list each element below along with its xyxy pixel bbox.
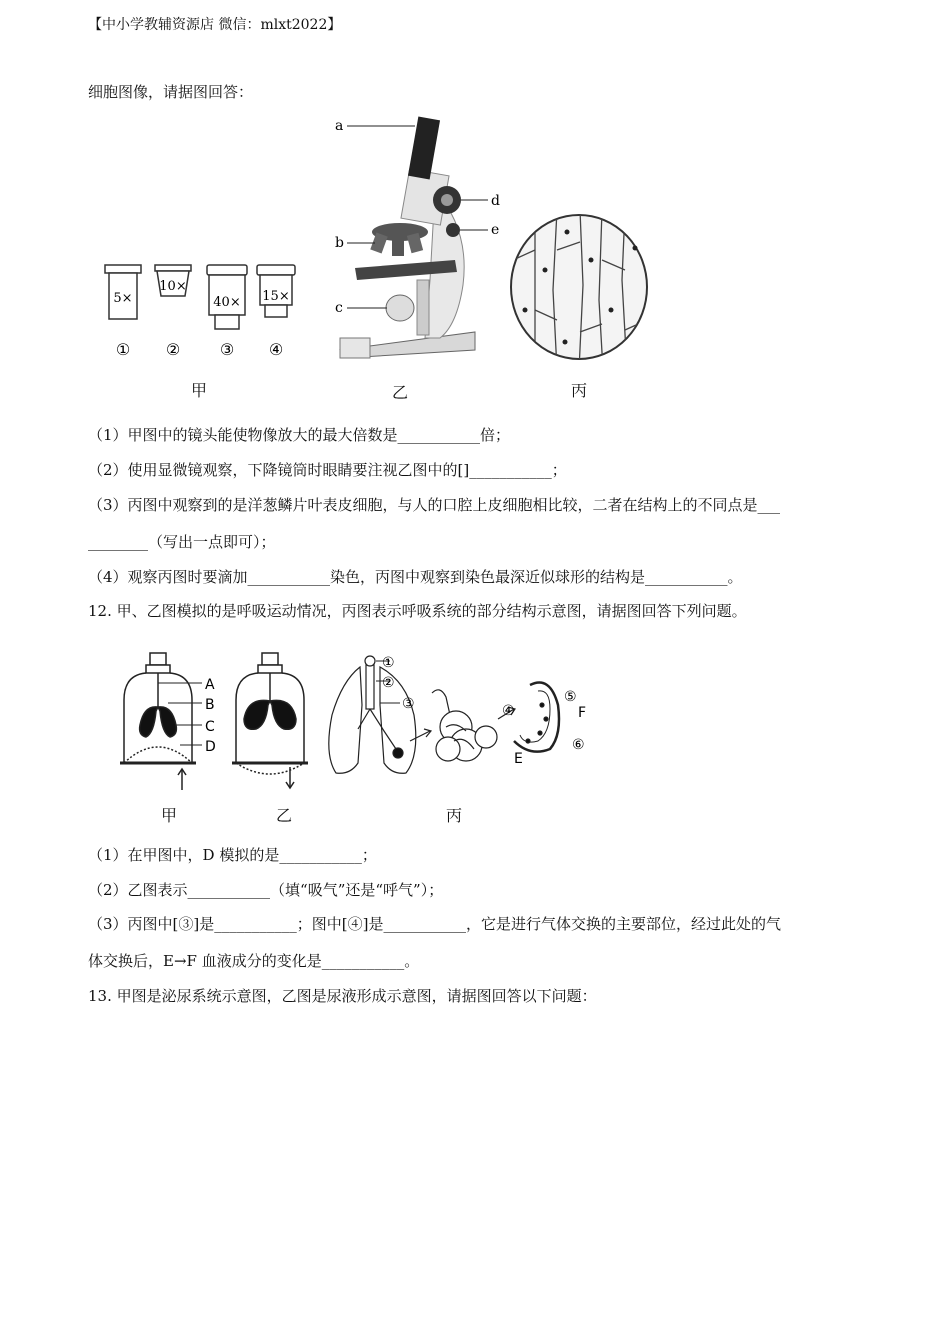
lens-4 [257,265,295,359]
intro-text: 细胞图像，请据图回答： [88,83,254,101]
num-5: ⑤ [564,689,577,705]
jar-label-C: C [205,719,215,735]
lens-2 [155,265,191,359]
num-4: ④ [502,703,515,719]
letter-E: E [514,751,523,767]
page-header: 【中小学教辅资源店 微信：mlxt2022】 [88,17,342,33]
jar-label-A: A [205,677,215,693]
lens-1 [105,265,141,359]
label-b: b [335,235,344,251]
bell-jar-jia [120,653,202,790]
jar-label-B: B [205,697,215,713]
onion-cells [511,210,647,370]
fig1-label-jia: 甲 [191,381,208,400]
lens-1-mag: 5× [113,291,133,306]
lens-3 [207,265,247,359]
label-c: c [335,300,343,316]
label-e: e [491,222,500,238]
respiratory-system [329,656,559,773]
q13-title: 13. 甲图是泌尿系统示意图，乙图是尿液形成示意图，请据图回答以下问题： [88,987,597,1005]
fig2-label-yi: 乙 [276,806,293,825]
num-3: ③ [402,696,415,712]
fig2-label-jia: 甲 [161,806,178,825]
q11-sub3a: （3）丙图中观察到的是洋葱鳞片叶表皮细胞，与人的口腔上皮细胞相比较，二者在结构上的不同点是___ [88,496,781,514]
q12-sub3a: （3）丙图中[③]是___________；图中[④]是___________，它是进行气体交换的主要部位，经过此处的气 [88,915,781,933]
microscope [335,117,500,358]
jar-label-D: D [205,739,216,755]
q11-sub1: （1）甲图中的镜头能使物像放大的最大倍数是___________倍； [88,426,511,444]
fig1-label-yi: 乙 [392,383,409,402]
fig2-label-bing: 丙 [446,806,463,825]
lens-2-num: ② [165,340,181,359]
lens-4-mag: 15× [262,289,290,304]
letter-F: F [578,705,587,721]
label-d: d [491,193,500,209]
q12-sub3b: 体交换后，E→F 血液成分的变化是___________。 [88,952,420,970]
num-6: ⑥ [572,737,585,753]
lens-1-num: ① [115,340,131,359]
lens-4-num: ④ [268,340,284,359]
q12-sub1: （1）在甲图中，D 模拟的是___________； [88,846,377,864]
bell-jar-yi [232,653,308,788]
q11-sub2: （2）使用显微镜观察，下降镜筒时眼睛要注视乙图中的[]___________； [88,461,567,479]
figure-respiration [110,645,600,795]
fig1-label-bing: 丙 [571,381,588,400]
num-2: ② [382,675,395,691]
lens-2-mag: 10× [159,279,187,294]
q11-sub4: （4）观察丙图时要滴加___________染色，丙图中观察到染色最深近似球形的结构是___________。 [88,568,743,586]
num-1: ① [382,655,395,671]
q12-title: 12. 甲、乙图模拟的是呼吸运动情况，丙图表示呼吸系统的部分结构示意图，请据图回答下列问题。 [88,602,747,620]
q12-sub2: （2）乙图表示___________（填“吸气”还是“呼气”）； [88,881,444,899]
q11-sub3b: ________（写出一点即可）； [88,533,276,551]
label-a: a [335,118,344,134]
lens-3-mag: 40× [213,295,241,310]
figure-microscope [95,110,675,410]
lens-3-num: ③ [219,340,235,359]
